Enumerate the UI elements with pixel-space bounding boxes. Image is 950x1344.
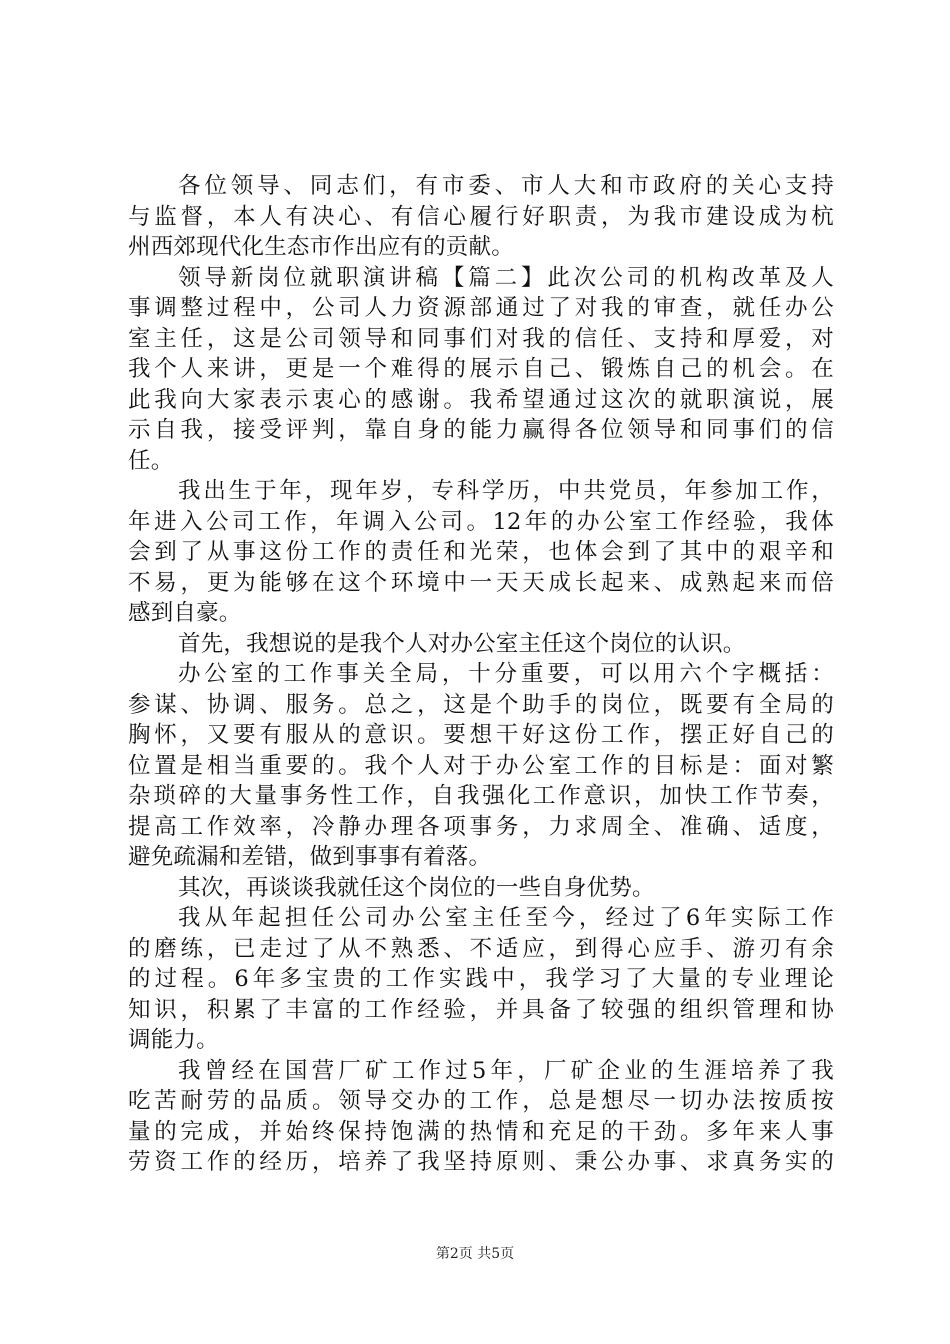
text-line: 年进入公司工作，年调入公司。12年的办公室工作经验，我体 <box>128 508 834 535</box>
text-line: 杂琐碎的大量事务性工作，自我强化工作意识，加快工作节奏， <box>128 783 834 809</box>
text-line: 的磨练，已走过了从不熟悉、不适应，到得心应手、游刃有余 <box>128 935 834 962</box>
text-line: 劳资工作的经历，培养了我坚持原则、秉公办事、求真务实的 <box>128 1149 834 1175</box>
text-line: 首先，我想说的是我个人对办公室主任这个岗位的认识。 <box>178 630 746 657</box>
text-line: 提高工作效率，冷静办理各项事务，力求周全、准确、适度， <box>128 813 834 840</box>
text-line: 领导新岗位就职演讲稿【篇二】此次公司的机构改革及人 <box>178 264 834 291</box>
text-line: 调能力。 <box>128 1027 219 1053</box>
paragraph <box>128 171 834 263</box>
text-line: 不易，更为能够在这个环境中一天天成长起来、成熟起来而倍 <box>128 569 834 596</box>
page-number-footer: 第2页 共5页 <box>435 1246 515 1262</box>
text-line: 我曾经在国营厂矿工作过5年，厂矿企业的生涯培养了我 <box>178 1057 834 1084</box>
paragraph <box>128 476 834 629</box>
text-line: 我出生于年，现年岁，专科学历，中共党员，年参加工作， <box>178 478 834 504</box>
text-line: 其次，再谈谈我就任这个岗位的一些自身优势。 <box>178 874 655 901</box>
text-line: 室主任，这是公司领导和同事们对我的信任、支持和厚爱，对 <box>128 325 834 352</box>
text-line: 感到自豪。 <box>128 600 242 626</box>
text-line: 事调整过程中，公司人力资源部通过了对我的审查，就任办公 <box>128 295 834 321</box>
paragraph <box>128 873 834 904</box>
paragraph <box>128 263 834 477</box>
text-line: 我从年起担任公司办公室主任至今，经过了6年实际工作 <box>178 905 834 931</box>
document-body <box>128 171 834 1178</box>
text-line: 知识，积累了丰富的工作经验，并具备了较强的组织管理和协 <box>128 996 834 1023</box>
paragraph <box>128 629 834 660</box>
text-line: 州西郊现代化生态市作出应有的贡献。 <box>128 234 514 260</box>
text-line: 此我向大家表示衷心的感谢。我希望通过这次的就职演说，展 <box>128 386 834 413</box>
paragraph <box>128 659 834 873</box>
text-line: 避免疏漏和差错，做到事事有着落。 <box>128 844 492 870</box>
text-line: 会到了从事这份工作的责任和光荣，也体会到了其中的艰辛和 <box>128 539 834 565</box>
text-line: 位置是相当重要的。我个人对于办公室工作的目标是：面对繁 <box>128 752 834 779</box>
text-line: 示自我，接受评判，靠自身的能力赢得各位领导和同事们的信 <box>128 417 834 443</box>
text-line: 办公室的工作事关全局，十分重要，可以用六个字概括： <box>178 661 834 687</box>
paragraph <box>128 903 834 1056</box>
text-line: 量的完成，并始终保持饱满的热情和充足的干劲。多年来人事 <box>128 1118 834 1145</box>
text-line: 参谋、协调、服务。总之，这是个助手的岗位，既要有全局的 <box>128 691 834 718</box>
paragraph <box>128 1056 834 1178</box>
text-line: 与监督，本人有决心、有信心履行好职责，为我市建设成为杭 <box>128 203 834 230</box>
text-line: 吃苦耐劳的品质。领导交办的工作，总是想尽一切办法按质按 <box>128 1088 834 1114</box>
text-line: 各位领导、同志们，有市委、市人大和市政府的关心支持 <box>178 173 834 199</box>
text-line: 我个人来讲，更是一个难得的展示自己、锻炼自己的机会。在 <box>128 356 834 382</box>
text-line: 任。 <box>128 447 174 474</box>
text-line: 胸怀，又要有服从的意识。要想干好这份工作，摆正好自己的 <box>128 722 834 748</box>
text-line: 的过程。6年多宝贵的工作实践中，我学习了大量的专业理论 <box>128 966 834 992</box>
